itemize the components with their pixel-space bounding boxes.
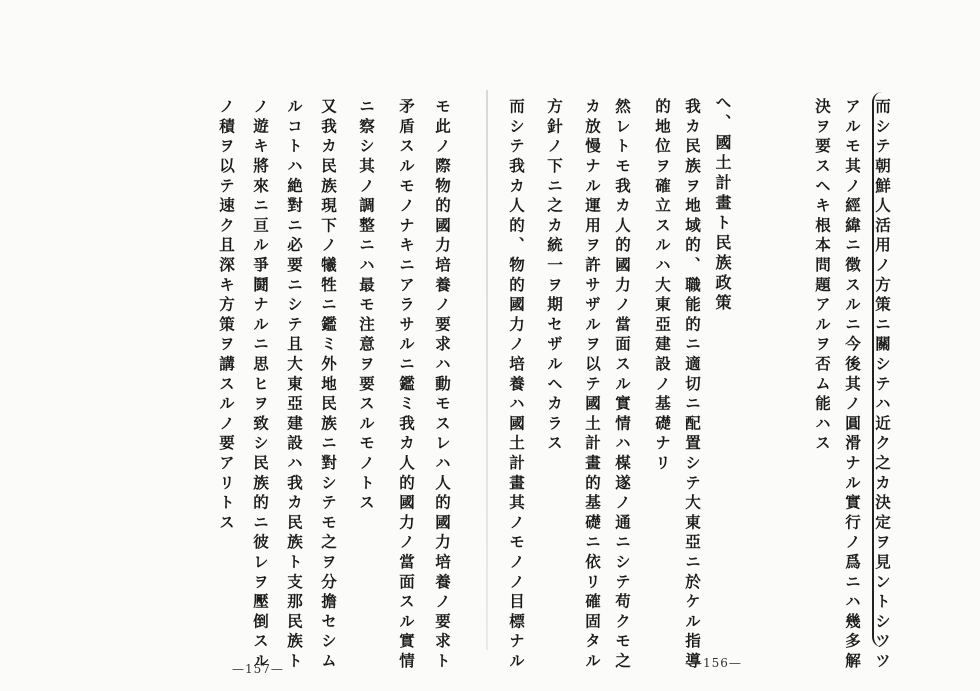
text-column: モ此ノ際物的國力培養ノ要求ハ動モスレハ人的國力培養ノ要求ト	[433, 98, 452, 673]
bracket-mark	[872, 92, 888, 647]
section-heading: へ、國土計畫ト民族政策	[713, 94, 732, 314]
text-column: 方針ノ下ニ之カ統一ヲ期セザルヘカラス	[545, 98, 564, 455]
text-column: 然レトモ我カ人的國力ノ當面スル實情ハ楳遂ノ通ニシテ苟クモ之	[613, 98, 632, 673]
text-column: ルコトハ絶對ニ必要ニシテ且大東亞建設ハ我カ民族ト支那民族ト	[285, 98, 304, 673]
page-number: —157—	[232, 662, 284, 676]
text-column: 決ヲ要スヘキ根本問題アルヲ否ム能ハス	[813, 98, 832, 455]
text-column: カ放慢ナル運用ヲ許サザルヲ以テ國土計畫的基礎ニ依リ確固タル	[583, 98, 602, 673]
page-number: —156—	[690, 656, 742, 670]
page-gutter	[486, 90, 488, 650]
text-column: 矛盾スルモノナキニアラサルニ鑑ミ我カ人的國力ノ當面スル實情	[397, 98, 416, 673]
text-column: 的地位ヲ確立スルハ大東亞建設ノ基礎ナリ	[653, 98, 672, 475]
text-column: ノ遊キ將來ニ亘ル爭鬪ナルニ思ヒヲ致シ民族的ニ彼レヲ壓倒スル	[251, 98, 270, 673]
text-column: ニ察シ其ノ調整ニハ最モ注意ヲ要スルモノトス	[357, 98, 376, 514]
text-column: 又我カ民族現下ノ犧牲ニ鑑ミ外地民族ニ對シテモ之ヲ分擔セシム	[319, 98, 338, 673]
text-column: 我カ民族ヲ地域的、職能的ニ適切ニ配置シテ大東亞ニ於ケル指導	[683, 98, 702, 673]
text-column: アルモ其ノ經緯ニ徴スルニ今後其ノ圓滑ナル實行ノ爲ニハ幾多解	[843, 98, 862, 673]
text-column: 而シテ朝鮮人活用ノ方策ニ關シテハ近ク之カ決定ヲ見ントシツツ	[873, 98, 892, 673]
text-column: ノ積ヲ以テ速ク且深キ方策ヲ講スルノ要アリトス	[217, 98, 236, 534]
text-column: 而シテ我カ人的、物的國力ノ培養ハ國土計畫其ノモノノ目標ナル	[507, 98, 526, 673]
